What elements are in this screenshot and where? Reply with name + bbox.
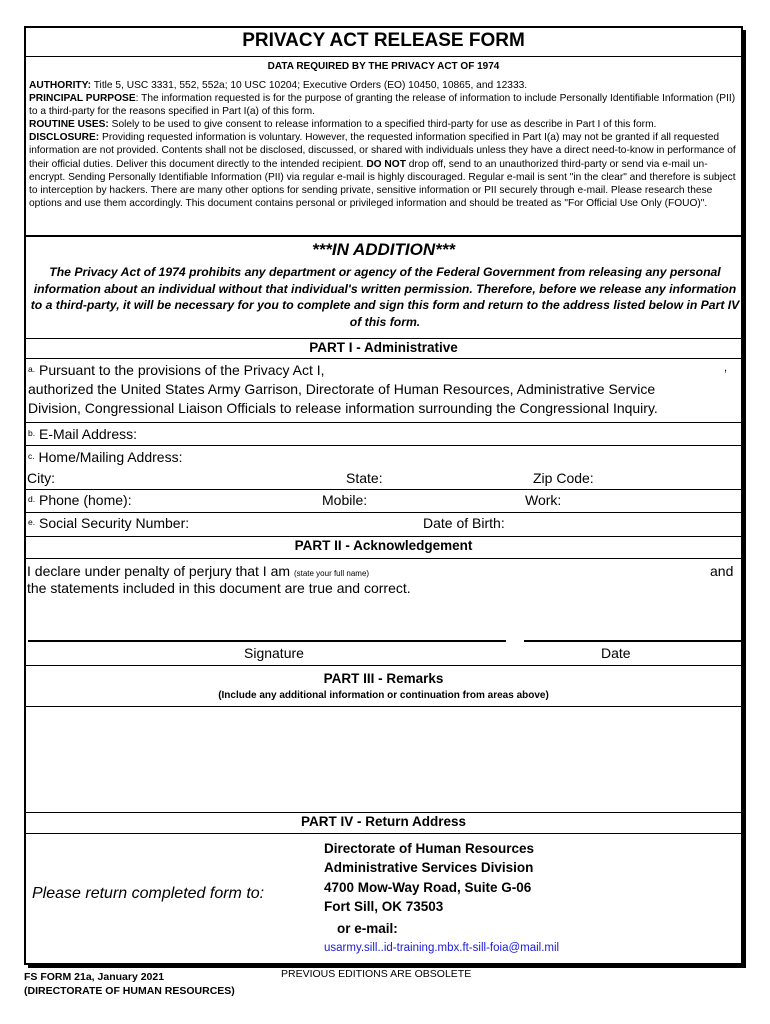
disclosure-text-1: Providing requested information is voluntary. However, the requested information specified in Part I(a) may not be granted if all requested information are not provided. Contents shall not be disclosed, discussed, or shared with individuals unless they have a direct need-to-know in performance of their official duties. Deliver this document directly to the intended recipient. — [29, 132, 736, 170]
divider — [26, 422, 741, 423]
pursuant-text: Pursuant to the provisions of the Privacy Act I, — [38, 362, 325, 378]
email-address-label: E-Mail Address: — [38, 426, 138, 442]
phone-home-field[interactable] — [28, 492, 132, 508]
divider — [26, 56, 741, 57]
address-line: Administrative Services Division — [324, 860, 534, 876]
remarks-area[interactable] — [28, 708, 741, 810]
zip-code-label: Zip Code: — [533, 470, 594, 486]
or-email-label: or e-mail: — [337, 921, 398, 936]
divider — [26, 445, 741, 446]
form-subtitle: DATA REQUIRED BY THE PRIVACY ACT OF 1974 — [267, 61, 500, 72]
previous-editions-note: PREVIOUS EDITIONS ARE OBSOLETE — [281, 968, 472, 980]
divider — [26, 833, 741, 834]
phone-home-label: Phone (home): — [38, 492, 132, 508]
do-not: DO NOT — [366, 158, 406, 170]
divider — [26, 812, 741, 813]
date-of-birth-label: Date of Birth: — [423, 515, 505, 531]
divider — [26, 512, 741, 513]
part-1-heading: PART I - Administrative — [309, 340, 458, 355]
ssn-label: Social Security Number: — [38, 515, 190, 531]
part-2-heading: PART II - Acknowledgement — [294, 538, 473, 553]
authority-label: AUTHORITY: — [29, 80, 92, 91]
part-4-heading: PART IV - Return Address — [300, 814, 467, 829]
ssn-field[interactable] — [28, 515, 189, 531]
and-text: and — [710, 563, 734, 579]
address-line: Fort Sill, OK 73503 — [324, 898, 444, 914]
part-3-subheading: (Include any additional information or continuation from areas above) — [218, 690, 549, 701]
full-name-hint: (state your full name) — [293, 569, 370, 578]
state-label: State: — [346, 470, 383, 486]
divider — [26, 338, 741, 339]
declare-text: I declare under penalty of perjury that I am — [27, 563, 291, 579]
signature-line[interactable] — [28, 640, 506, 642]
routine-text: Solely to be used to give consent to release information to a specified third-party for use as describe in Part I of this form. — [108, 119, 657, 131]
divider — [26, 665, 741, 666]
address-line: Directorate of Human Resources — [324, 841, 535, 856]
declaration-line-2: the statements included in this document are true and correct. — [27, 580, 411, 596]
date-line[interactable] — [524, 640, 743, 642]
item-c-marker: c. — [28, 451, 35, 461]
item-d-marker: d. — [28, 494, 36, 504]
home-address-label: Home/Mailing Address: — [38, 449, 183, 465]
please-return-text: Please return completed form to: — [32, 885, 265, 902]
divider — [26, 489, 741, 490]
purpose-paragraph — [29, 92, 741, 118]
purpose-text: : The information requested is for the purpose of granting the release of information to include Personally Identifiable Information (PII) to a third-party for the reasons specified in Part I(a) of this form. — [29, 93, 736, 118]
home-address-field[interactable] — [28, 449, 182, 465]
item-a-marker: a. — [28, 364, 36, 374]
privacy-act-form — [24, 26, 743, 965]
disclosure-paragraph — [29, 131, 741, 210]
in-addition-heading: ***IN ADDITION*** — [312, 240, 455, 259]
part-1a-line-1 — [28, 362, 325, 378]
divider — [26, 558, 741, 559]
part-1a-line-3: Division, Congressional Liaison Officials to release information surrounding the Congressional Inquiry. — [28, 400, 658, 416]
authority-text: Title 5, USC 3331, 552, 552a; 10 USC 10204; Executive Orders (EO) 10450, 10865, and 12333. — [91, 80, 528, 91]
item-b-marker: b. — [28, 428, 36, 438]
work-label: Work: — [525, 492, 562, 508]
directorate-label: (DIRECTORATE OF HUMAN RESOURCES) — [24, 985, 235, 997]
date-label: Date — [601, 645, 631, 661]
item-e-marker: e. — [28, 517, 36, 527]
signature-label: Signature — [244, 645, 304, 661]
in-addition-text: The Privacy Act of 1974 prohibits any department or agency of the Federal Government from releasing any personal information about an individual without that individual's written permission. Therefore, before we release any information to a third-party, it will be necessary for you to complete and sign this form and return to the address listed below in Part IV of this form. — [30, 265, 740, 329]
comma: , — [724, 362, 728, 374]
part-1a-line-2: authorized the United States Army Garrison, Directorate of Human Resources, Administrative Service — [28, 381, 656, 397]
purpose-label: PRINCIPAL PURPOSE — [29, 93, 136, 105]
city-label: City: — [27, 470, 55, 486]
divider — [26, 358, 741, 359]
part-3-heading: PART III - Remarks — [323, 671, 444, 686]
form-id: FS FORM 21a, January 2021 — [24, 971, 165, 983]
mobile-label: Mobile: — [322, 492, 368, 508]
authority-paragraph — [29, 79, 741, 92]
disclosure-text-2: drop off, send to an unauthorized third-party or send via e-mail un-encrypt. Sending Personally Identifiable Information (PII) via regular e-mail is highly discouraged. Regular e-mail is sent "in the clear" and therefore is subject to interception by hackers. There are many other options for sending private, sensitive information or PII securely through e-mail. Please research these options and use them accordingly. This document contains personal or privileged information and should be treated as "For Official Use Only (FOUO)". — [29, 158, 736, 209]
divider — [26, 706, 741, 707]
divider — [26, 235, 741, 237]
divider — [26, 536, 741, 537]
return-address — [324, 839, 534, 916]
routine-label: ROUTINE USES: — [29, 119, 109, 131]
return-email-link[interactable]: usarmy.sill..id-training.mbx.ft-sill-foia@mail.mil — [324, 942, 560, 954]
address-line: 4700 Mow-Way Road, Suite G-06 — [324, 879, 532, 895]
routine-paragraph — [29, 118, 741, 131]
form-title: PRIVACY ACT RELEASE FORM — [242, 30, 525, 51]
disclosure-label: DISCLOSURE: — [29, 132, 100, 144]
declaration-line-1 — [27, 563, 369, 579]
authority-section — [29, 79, 741, 210]
email-address-field[interactable] — [28, 426, 137, 442]
